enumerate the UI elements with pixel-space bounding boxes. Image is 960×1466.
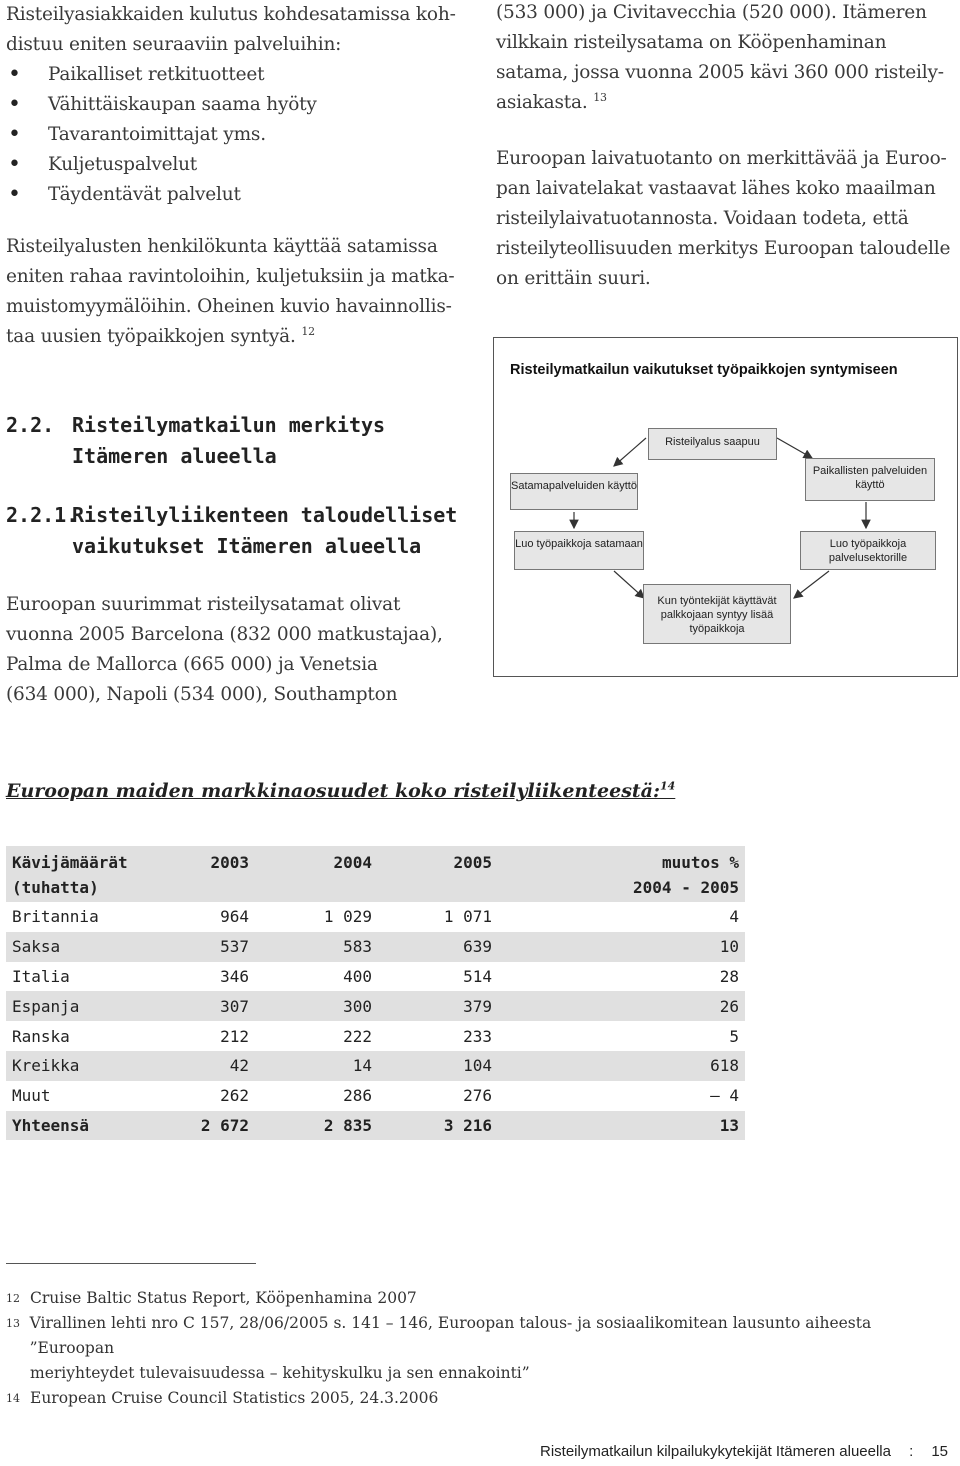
header-2004: 2004 [255, 846, 378, 902]
footnote-number [6, 1361, 30, 1386]
paragraph-line: eniten rahaa ravintoloihin, kuljetuksiin ja matka- [6, 266, 455, 287]
box-port-jobs: Luo työpaikkoja satamaan [514, 531, 644, 570]
intro-line-2: distuu eniten seuraaviin palveluihin: [6, 34, 342, 55]
largest-ports-paragraph [6, 590, 476, 710]
cell-2005: 639 [378, 932, 498, 962]
footnote [6, 1286, 946, 1311]
paragraph-line: muistomyymälöihin. Oheinen kuvio havainnollis- [6, 296, 452, 317]
cell-change: 5 [498, 1021, 745, 1051]
table-row [6, 902, 745, 932]
footnote-text: Cruise Baltic Status Report, Kööpenhamina 2007 [30, 1289, 417, 1307]
cell-2005: 276 [378, 1081, 498, 1111]
footnote-ref: 13 [593, 90, 607, 104]
table-caption [6, 780, 675, 802]
header-line: 2004 - 2005 [633, 878, 739, 897]
service-bullet-list [6, 60, 476, 210]
table-row [6, 1081, 745, 1111]
cell-change: 28 [498, 962, 745, 992]
page-number: 15 [931, 1443, 949, 1460]
cell-country: Muut [6, 1081, 151, 1111]
bullet-item: • Vähittäiskaupan saama hyöty [6, 90, 476, 120]
paragraph-line: (634 000), Napoli (534 000), Southampton [6, 684, 398, 705]
paragraph-line-text: asiakasta. [496, 92, 588, 113]
heading-number: 2.2. [6, 413, 55, 437]
bullet-item: • Paikalliset retkituotteet [6, 60, 476, 90]
paragraph-line: Euroopan suurimmat risteilysatamat olivat [6, 594, 401, 615]
box-ship-arrives: Risteilyalus saapuu [648, 428, 777, 460]
subheading-number: 2.2.1. [6, 503, 79, 527]
paragraph-line: on erittäin suuri. [496, 268, 651, 289]
section-heading [6, 410, 476, 472]
table-caption-text: Euroopan maiden markkinaosuudet koko risteilyliikenteestä: [6, 780, 660, 802]
cell-country: Kreikka [6, 1051, 151, 1081]
cell-2003: 537 [151, 932, 255, 962]
footnote [6, 1311, 946, 1361]
footnote-ref: 12 [301, 324, 315, 338]
table-row [6, 962, 745, 992]
footnote-number: 12 [6, 1292, 20, 1305]
footnotes [6, 1286, 946, 1411]
page-footer [540, 1443, 948, 1460]
table-row [6, 932, 745, 962]
paragraph-line-text: taa uusien työpaikkojen syntyä. [6, 326, 296, 347]
crew-spending-paragraph [6, 232, 476, 352]
subheading-line [6, 531, 476, 562]
footnote [6, 1361, 946, 1386]
subsection-heading [6, 500, 476, 562]
table-row [6, 1051, 745, 1081]
footer-title: Risteilymatkailun kilpailukykytekijät Itämeren alueella [540, 1443, 891, 1460]
cell-2005: 1 071 [378, 902, 498, 932]
paragraph-line: Risteilyalusten henkilökunta käyttää satamissa [6, 236, 438, 257]
cell-2004: 2 835 [255, 1111, 378, 1141]
arrow-servicejobs-to-wages [794, 571, 829, 598]
heading-line [6, 441, 476, 472]
cell-2003: 2 672 [151, 1111, 255, 1141]
table-row [6, 991, 745, 1021]
header-line: Kävijämäärät [12, 853, 128, 872]
subheading-line [6, 500, 476, 531]
cell-country: Italia [6, 962, 151, 992]
diagram-title: Risteilymatkailun vaikutukset työpaikkojen syntymiseen [510, 362, 898, 378]
bullet-item: • Tavarantoimittajat yms. [6, 120, 476, 150]
cell-2004: 300 [255, 991, 378, 1021]
cell-change: 618 [498, 1051, 745, 1081]
paragraph-line [6, 322, 476, 352]
footnote-text: European Cruise Council Statistics 2005, 24.3.2006 [30, 1389, 439, 1407]
heading-text: Itämeren alueella [72, 444, 277, 468]
cell-change: 26 [498, 991, 745, 1021]
cell-2003: 212 [151, 1021, 255, 1051]
paragraph-line: vilkkain risteilysatama on Kööpenhaminan [496, 32, 887, 53]
cell-2003: 262 [151, 1081, 255, 1111]
cell-country: Britannia [6, 902, 151, 932]
arrow-portjobs-to-wages [614, 571, 644, 598]
intro-line-1: Risteilyasiakkaiden kulutus kohdesatamissa koh- [6, 4, 456, 25]
footer-separator: : [909, 1443, 914, 1460]
footnote [6, 1386, 946, 1411]
market-share-table [6, 846, 745, 1140]
footnote-divider [6, 1263, 256, 1264]
header-visitors [6, 846, 151, 902]
box-local-services: Paikallisten palveluiden käyttö [805, 458, 935, 501]
bullet-item: • Kuljetuspalvelut [6, 150, 476, 180]
cell-2005: 104 [378, 1051, 498, 1081]
job-creation-diagram [493, 337, 958, 677]
cell-2003: 964 [151, 902, 255, 932]
box-port-services: Satamapalveluiden käyttö [510, 473, 638, 510]
box-service-jobs: Luo työpaikkoja palvelusektorille [800, 531, 936, 570]
footnote-text: Virallinen lehti nro C 157, 28/06/2005 s. 141 – 146, Euroopan talous- ja sosiaalikomitean lausunto aiheesta ”Euroopan [29, 1314, 872, 1357]
header-2005: 2005 [378, 846, 498, 902]
cell-2005: 233 [378, 1021, 498, 1051]
cell-change: – 4 [498, 1081, 745, 1111]
paragraph-line: (533 000) ja Civitavecchia (520 000). Itämeren [496, 2, 927, 23]
heading-line [6, 410, 476, 441]
paragraph-line: Palma de Mallorca (665 000) ja Venetsia [6, 654, 378, 675]
footnote-ref: 14 [660, 779, 676, 793]
paragraph-line: satama, jossa vuonna 2005 kävi 360 000 risteily- [496, 62, 944, 83]
left-intro-block [6, 0, 476, 210]
subheading-text: Risteilyliikenteen taloudelliset [72, 503, 458, 527]
cell-change: 4 [498, 902, 745, 932]
cell-2005: 379 [378, 991, 498, 1021]
header-line: muutos % [661, 853, 739, 872]
table-header-row [6, 846, 745, 902]
cell-2004: 400 [255, 962, 378, 992]
arrow-ship-to-local [777, 438, 812, 458]
subheading-text: vaikutukset Itämeren alueella [72, 534, 422, 558]
header-change [498, 846, 745, 902]
paragraph-line: pan laivatelakat vastaavat lähes koko maailman [496, 178, 936, 199]
footnote-number: 13 [6, 1317, 20, 1330]
cell-2003: 307 [151, 991, 255, 1021]
right-paragraph-1 [496, 0, 956, 118]
table-total-row [6, 1111, 745, 1141]
header-line: (tuhatta) [12, 878, 99, 897]
paragraph-line: vuonna 2005 Barcelona (832 000 matkustajaa), [6, 624, 443, 645]
cell-country: Saksa [6, 932, 151, 962]
table-row [6, 1021, 745, 1051]
cell-change: 10 [498, 932, 745, 962]
header-2003: 2003 [151, 846, 255, 902]
arrow-ship-to-port [614, 438, 646, 466]
cell-2004: 583 [255, 932, 378, 962]
cell-2005: 514 [378, 962, 498, 992]
paragraph-line: risteilyteollisuuden merkitys Euroopan taloudelle [496, 238, 951, 259]
cell-2003: 42 [151, 1051, 255, 1081]
box-wages-create-jobs: Kun työntekijät käyttävät palkkojaan syntyy lisää työpaikkoja [643, 584, 791, 644]
cell-country: Yhteensä [6, 1111, 151, 1141]
footnote-text: meriyhteydet tulevaisuudessa – kehityskulku ja sen ennakointi” [30, 1364, 530, 1382]
paragraph-line: Euroopan laivatuotanto on merkittävää ja Euroo- [496, 148, 947, 169]
bullet-item: • Täydentävät palvelut [6, 180, 476, 210]
right-paragraph-2 [496, 144, 956, 294]
cell-change: 13 [498, 1111, 745, 1141]
cell-2005: 3 216 [378, 1111, 498, 1141]
paragraph-line: risteilylaivatuotannosta. Voidaan todeta, että [496, 208, 909, 229]
heading-text: Risteilymatkailun merkitys [72, 413, 386, 437]
cell-2004: 14 [255, 1051, 378, 1081]
cell-2003: 346 [151, 962, 255, 992]
footnote-number: 14 [6, 1392, 20, 1405]
paragraph-line [496, 88, 956, 118]
cell-2004: 222 [255, 1021, 378, 1051]
cell-country: Ranska [6, 1021, 151, 1051]
cell-2004: 286 [255, 1081, 378, 1111]
cell-2004: 1 029 [255, 902, 378, 932]
cell-country: Espanja [6, 991, 151, 1021]
